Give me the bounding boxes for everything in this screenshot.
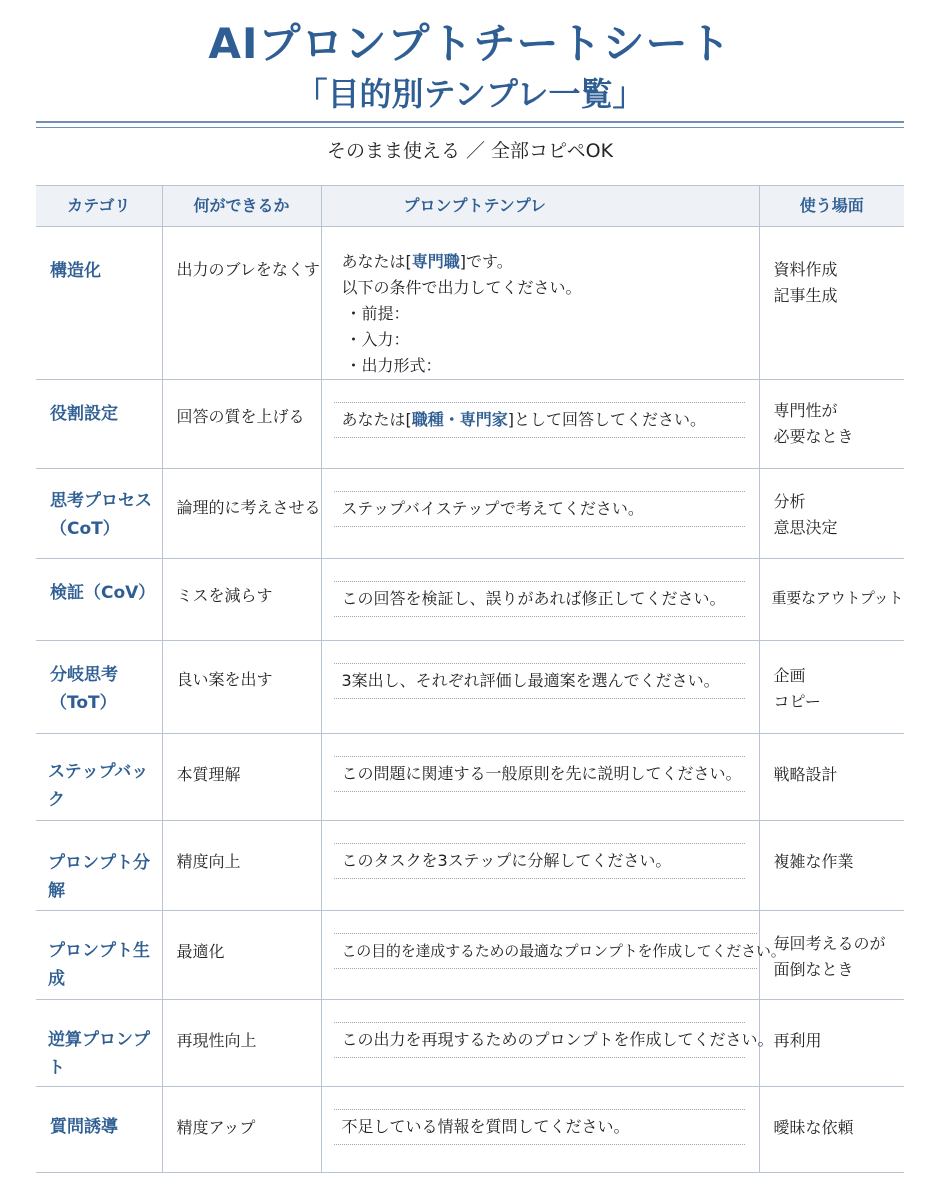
table-header-row bbox=[36, 186, 904, 227]
header-use: 使う場面 bbox=[759, 186, 904, 227]
row-category: 構造化 bbox=[36, 227, 162, 380]
use-line: 資料作成 bbox=[773, 260, 838, 279]
prompt-bullet: ・出力形式： bbox=[345, 356, 442, 375]
prompt-line bbox=[342, 249, 737, 275]
row-use bbox=[759, 734, 904, 821]
tagline: そのまま使える ／ 全部コピペOK bbox=[326, 140, 614, 162]
row-use bbox=[759, 641, 904, 734]
use-line: 曖昧な依頼 bbox=[773, 1118, 854, 1137]
row-prompt[interactable] bbox=[321, 1000, 774, 1087]
header-divider bbox=[36, 121, 904, 123]
row-category: 検証（CoV） bbox=[36, 559, 162, 641]
table-row bbox=[36, 911, 904, 1000]
prompt-template bbox=[334, 402, 745, 438]
table-row bbox=[36, 469, 904, 559]
category-line: 分岐思考 bbox=[50, 665, 118, 685]
row-prompt[interactable] bbox=[321, 734, 759, 821]
row-what: 再現性向上 bbox=[162, 1000, 321, 1087]
header-category: カテゴリ bbox=[36, 186, 162, 227]
prompt-template: この目的を達成するための最適なプロンプトを作成してください。 bbox=[334, 933, 757, 969]
prompt-text: あなたは[ bbox=[341, 252, 412, 271]
header-divider-thin bbox=[36, 127, 904, 128]
table-row bbox=[36, 227, 904, 380]
prompt-text: あなたは[ bbox=[341, 410, 412, 429]
row-what: 論理的に考えさせる bbox=[162, 469, 321, 559]
use-line: 記事生成 bbox=[773, 286, 838, 305]
row-use bbox=[759, 559, 904, 641]
row-category: ステップバック bbox=[36, 734, 162, 821]
row-category: 役割設定 bbox=[36, 380, 162, 469]
prompt-template: このタスクを3ステップに分解してください。 bbox=[334, 843, 745, 879]
table-row bbox=[36, 821, 904, 911]
prompt-bullet: ・入力： bbox=[345, 330, 410, 349]
row-category: プロンプト生成 bbox=[36, 911, 162, 1000]
row-use bbox=[759, 911, 904, 1000]
use-line: 複雑な作業 bbox=[773, 852, 854, 871]
row-category bbox=[36, 641, 162, 734]
row-what: 最適化 bbox=[162, 911, 321, 1000]
category-line: （ToT） bbox=[50, 693, 117, 713]
table-row bbox=[36, 380, 904, 469]
prompt-text: ]です。 bbox=[459, 252, 513, 271]
category-line: （CoT） bbox=[50, 519, 120, 539]
prompt-text: ]として回答してください。 bbox=[507, 410, 707, 429]
row-prompt[interactable] bbox=[321, 911, 786, 1000]
prompt-template: この出力を再現するためのプロンプトを作成してください。 bbox=[334, 1022, 745, 1058]
row-prompt[interactable] bbox=[321, 559, 759, 641]
prompt-placeholder: 職種・専門家 bbox=[411, 410, 508, 429]
header-what: 何ができるか bbox=[162, 186, 321, 227]
prompt-template: この問題に関連する一般原則を先に説明してください。 bbox=[334, 756, 745, 792]
row-what: 出力のブレをなくす bbox=[162, 227, 321, 380]
row-prompt[interactable] bbox=[321, 469, 759, 559]
table-row bbox=[36, 734, 904, 821]
row-what: 回答の質を上げる bbox=[162, 380, 321, 469]
header-prompt: プロンプトテンプレ bbox=[321, 186, 759, 227]
use-line: 重要なアウトプット bbox=[771, 589, 904, 607]
table-row bbox=[36, 641, 904, 734]
table-row bbox=[36, 559, 904, 641]
category-line: 思考プロセス bbox=[50, 491, 152, 511]
row-use bbox=[759, 469, 904, 559]
prompt-template: 3案出し、それぞれ評価し最適案を選んでください。 bbox=[334, 663, 745, 699]
row-prompt[interactable] bbox=[321, 641, 759, 734]
use-line: 面倒なとき bbox=[773, 960, 854, 979]
row-category: 逆算プロンプト bbox=[36, 1000, 162, 1087]
use-line: 分析 bbox=[773, 492, 806, 511]
row-what: 良い案を出す bbox=[162, 641, 321, 734]
row-use bbox=[759, 1000, 904, 1087]
table-row bbox=[36, 1000, 904, 1087]
row-use bbox=[759, 380, 904, 469]
use-line: 専門性が bbox=[773, 401, 838, 420]
row-use bbox=[759, 821, 904, 911]
page-subtitle: 「目的別テンプレ一覧」 bbox=[295, 75, 645, 113]
prompt-template bbox=[334, 249, 745, 379]
row-category bbox=[36, 469, 162, 559]
use-line: 必要なとき bbox=[773, 427, 854, 446]
prompt-template: この回答を検証し、誤りがあれば修正してください。 bbox=[334, 581, 745, 617]
row-prompt[interactable] bbox=[321, 380, 759, 469]
prompt-bullet: ・前提： bbox=[345, 304, 410, 323]
prompt-line: 以下の条件で出力してください。 bbox=[341, 278, 582, 297]
use-line: コピー bbox=[773, 692, 821, 711]
prompt-placeholder: 専門職 bbox=[411, 252, 460, 271]
use-line: 戦略設計 bbox=[773, 765, 838, 784]
row-category: プロンプト分解 bbox=[36, 821, 162, 911]
row-what: 精度アップ bbox=[162, 1087, 321, 1173]
row-use bbox=[759, 1087, 904, 1173]
use-line: 毎回考えるのが bbox=[773, 934, 886, 953]
use-line: 意思決定 bbox=[773, 518, 838, 537]
row-what: ミスを減らす bbox=[162, 559, 321, 641]
row-what: 精度向上 bbox=[162, 821, 321, 911]
table-row bbox=[36, 1087, 904, 1173]
use-line: 企画 bbox=[773, 666, 806, 685]
prompt-template: 不足している情報を質問してください。 bbox=[334, 1109, 745, 1145]
prompt-template: ステップバイステップで考えてください。 bbox=[334, 491, 745, 527]
row-prompt[interactable] bbox=[321, 821, 759, 911]
row-use bbox=[759, 227, 904, 380]
row-prompt[interactable] bbox=[321, 1087, 759, 1173]
row-what: 本質理解 bbox=[162, 734, 321, 821]
use-line: 再利用 bbox=[773, 1031, 822, 1050]
row-prompt[interactable] bbox=[321, 227, 759, 380]
page-title: AIプロンプトチートシート bbox=[208, 19, 732, 68]
row-category: 質問誘導 bbox=[36, 1087, 162, 1173]
prompt-table bbox=[36, 185, 904, 1173]
